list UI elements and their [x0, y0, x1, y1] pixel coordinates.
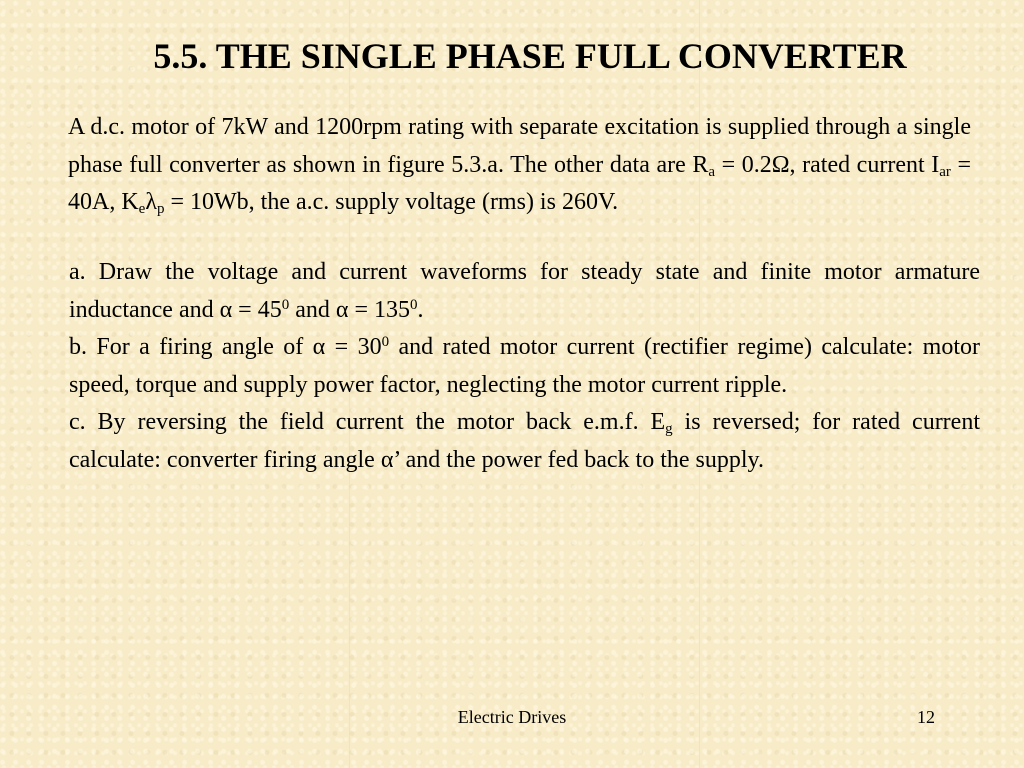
problem-statement: A d.c. motor of 7kW and 1200rpm rating with separate excitation is supplied through a single phase full converter as shown in figure 5.3.a. The other data are $R_a = 0.2\Omega$, rated current $I_{ar} = 40A$, $K_e\lambda_p = 10Wb$, the a.c. supply voltage (rms) is 260V. [68, 114, 971, 218]
question-c: c. By reversing the field current the motor back e.m.f. $E_g$ is reversed; for rated current calculate: converter firing angle α’ and the power fed back to the supply. [69, 409, 980, 473]
page-title: 5.5. THE SINGLE PHASE FULL CONVERTER [153, 36, 907, 76]
question-b: b. For a firing angle of $\alpha = 30^0$ and rated motor current (rectifier regime) calculate: motor speed, torque and supply power factor, neglecting the motor current ripple. [69, 334, 981, 398]
footer-label: Electric Drives [457, 707, 567, 727]
question-a: a. Draw the voltage and current waveforms for steady state and finite motor armature inductance and $\alpha = 45^0$ and $\alpha = 135^0$. [69, 259, 980, 323]
page-number: 12 [917, 707, 935, 727]
question-list [69, 254, 980, 480]
